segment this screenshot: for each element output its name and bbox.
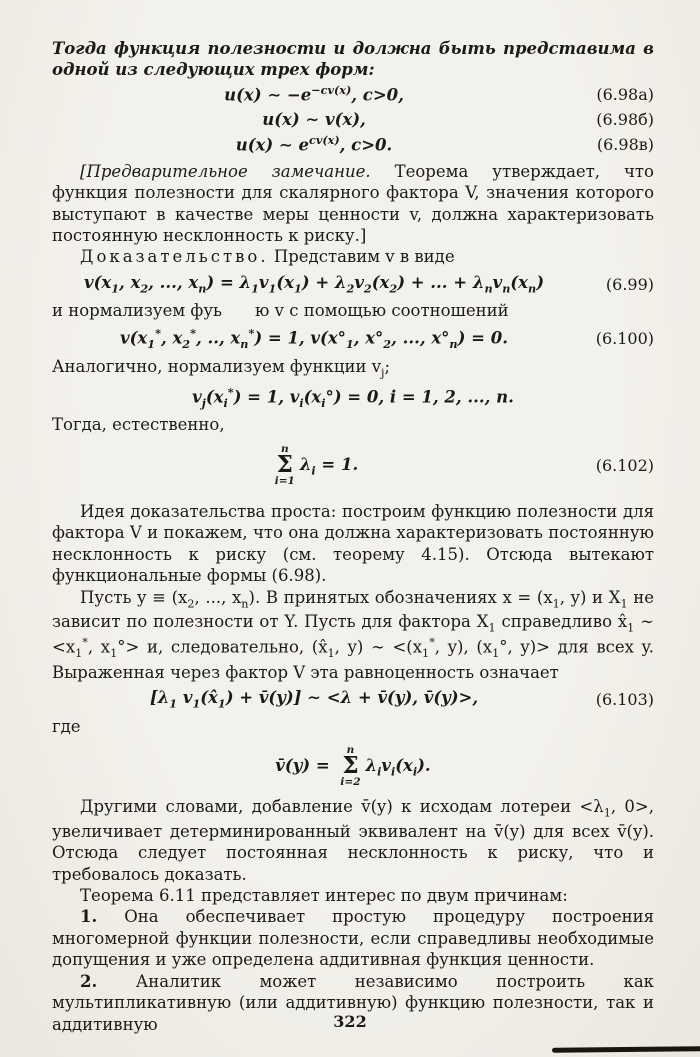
sum-lower-limit: i=1 [274, 475, 295, 488]
equation-label-6102: (6.102) [595, 455, 654, 475]
equation-6100-row [52, 326, 654, 352]
paragraph-preliminary-remark [52, 161, 654, 247]
equation-vbar-definition-row [52, 745, 654, 788]
reason-number: 1. [80, 907, 98, 927]
formula-698a: u(x) ∼ $-e^{-cv(x)}$, c>0, [224, 82, 404, 105]
formula-6103: [$\lambda_1$ $v_1(x̂_1)$ + v̄(y)] ∼ <λ + v̄(y), v̄(y)>, [149, 688, 479, 711]
equation-6103-row [52, 687, 654, 711]
reason-text: Аналитик может независимо построить как мультипликативную (или аддитивную) функцию полезности, так и аддитивную [52, 971, 654, 1034]
equation-698c-row [52, 133, 654, 157]
equation-vj-normalization-row [52, 385, 654, 411]
paragraph-normalize-vj: Аналогично, нормализуем функции $v_j$; [52, 356, 391, 379]
reason-text: Она обеспечивает простую процедуру построения многомерной функции полезности, если справедливы необходимые допущения и уже определена аддитивная функция ценности. [52, 907, 654, 970]
sum-body: $\lambda_i = 1$. [299, 454, 359, 478]
equation-label-6103: (6.103) [595, 689, 654, 709]
formula-6100: $v(x_1^*$, $x_2^*$, .., $x_n^*) = 1$, $v(x^\circ_1$, $x^\circ_2$, ..., $x^\circ_n) = 0$. [120, 325, 508, 351]
paragraph-theorem-form-intro: Тогда функция полезности u должна быть представима в одной из следующих трех форм: [52, 39, 654, 80]
vbar-lhs: v̄(y) = [275, 755, 336, 775]
formula-vj-normalization: $v_j(x_i^*) = 1$, $v_i(x_i^\circ) = 0$, i = 1, 2, ..., n. [192, 384, 514, 410]
formula-699: $v(x_1$, $x_2$, ..., $x_n) = \lambda_1v_1(x_1) + \lambda_2v_2(x_2)$ + ... + $\lambda_nv_n(x_n)$ [83, 272, 545, 296]
paragraph-where: где [52, 716, 81, 736]
paragraph-factor-setup: Пусть $y \equiv (x_2$, ..., $x_n$). В принятых обозначениях $x = (x_1$, y) и $X_1$ не зависит по полезности от Y. Пусть для фактора $X_1$ справедливо $x̂_1$ ∼ $<x_1^*$, $x_1^\circ> и$, следовательно, ($x̂_1$, y) ∼ $<(x_1^*$, y), ($x_1^\circ$, y)> для всех y. Выраженная через фактор V эта равноценность означает [52, 587, 654, 682]
paragraph-other-words: Другими словами, добавление v̄(y) к исходам лотереи $<\lambda_1$, 0>, увеличивает детерминированный эквивалент на v̄(y) для всех v̄(y). Отсюда следует постоянная несклонность к риску, что и требовалось доказать. [52, 796, 655, 884]
sigma-symbol: Σ [342, 752, 359, 780]
summation-6102 [275, 444, 295, 487]
page-number: 322 [333, 1012, 367, 1031]
sum-upper-limit: n [346, 743, 355, 756]
sum-upper-limit: n [280, 442, 289, 455]
paragraph-theorem-interest: Теорема 6.11 представляет интерес по двум причинам: [80, 885, 568, 905]
paragraph-proof [52, 246, 654, 267]
paragraph-proof-idea: Идея доказательства проста: построим функцию полезности для фактора V и покажем, что она должна характеризовать постоянную несклонность к риску (см. теорему 4.15). Отсюда вытекают функциональные формы (6.98). [52, 501, 654, 586]
equation-698b-row [52, 109, 654, 131]
formula-698b: u(x) ∼ v(x), [262, 109, 366, 129]
equation-698a-row [52, 83, 654, 107]
proof-text: Представим v в виде [268, 247, 455, 267]
equation-699-row [52, 272, 654, 296]
formula-698c: u(x) ∼ $e^{cv(x)}$, c>0. [235, 132, 393, 155]
reason-number: 2. [80, 971, 98, 991]
sigma-symbol: Σ [276, 451, 293, 479]
equation-label-698c: (6.98в) [596, 135, 654, 155]
paragraph-then-naturally: Тогда, естественно, [52, 415, 225, 435]
equation-label-6100: (6.100) [595, 329, 654, 349]
formula-6102 [52, 444, 576, 487]
paragraph-normalize-v: и нормализуем фуь ю v с помощью соотношений [52, 301, 509, 321]
summation-vbar [340, 745, 360, 788]
equation-label-698a: (6.98а) [596, 85, 654, 105]
sum-lower-limit: i=2 [340, 776, 361, 789]
equation-label-699: (6.99) [605, 274, 654, 294]
remark-text: Теорема утверждает, что функция полезности для скалярного фактора V, значения которого выступают в качестве меры ценности v, должна характеризовать постоянную несклонность к риску.] [52, 161, 654, 245]
paragraph-reason-1 [52, 906, 654, 970]
sum-body: $\lambda_iv_i(x_i)$. [365, 755, 431, 779]
equation-6102-row [52, 444, 654, 487]
formula-vbar-definition [52, 745, 654, 788]
proof-keyword: Доказательство. [80, 247, 269, 267]
scan-artifact [552, 1046, 700, 1053]
equation-label-698b: (6.98б) [596, 110, 654, 130]
remark-lead: [Предварительное замечание. [80, 161, 371, 181]
